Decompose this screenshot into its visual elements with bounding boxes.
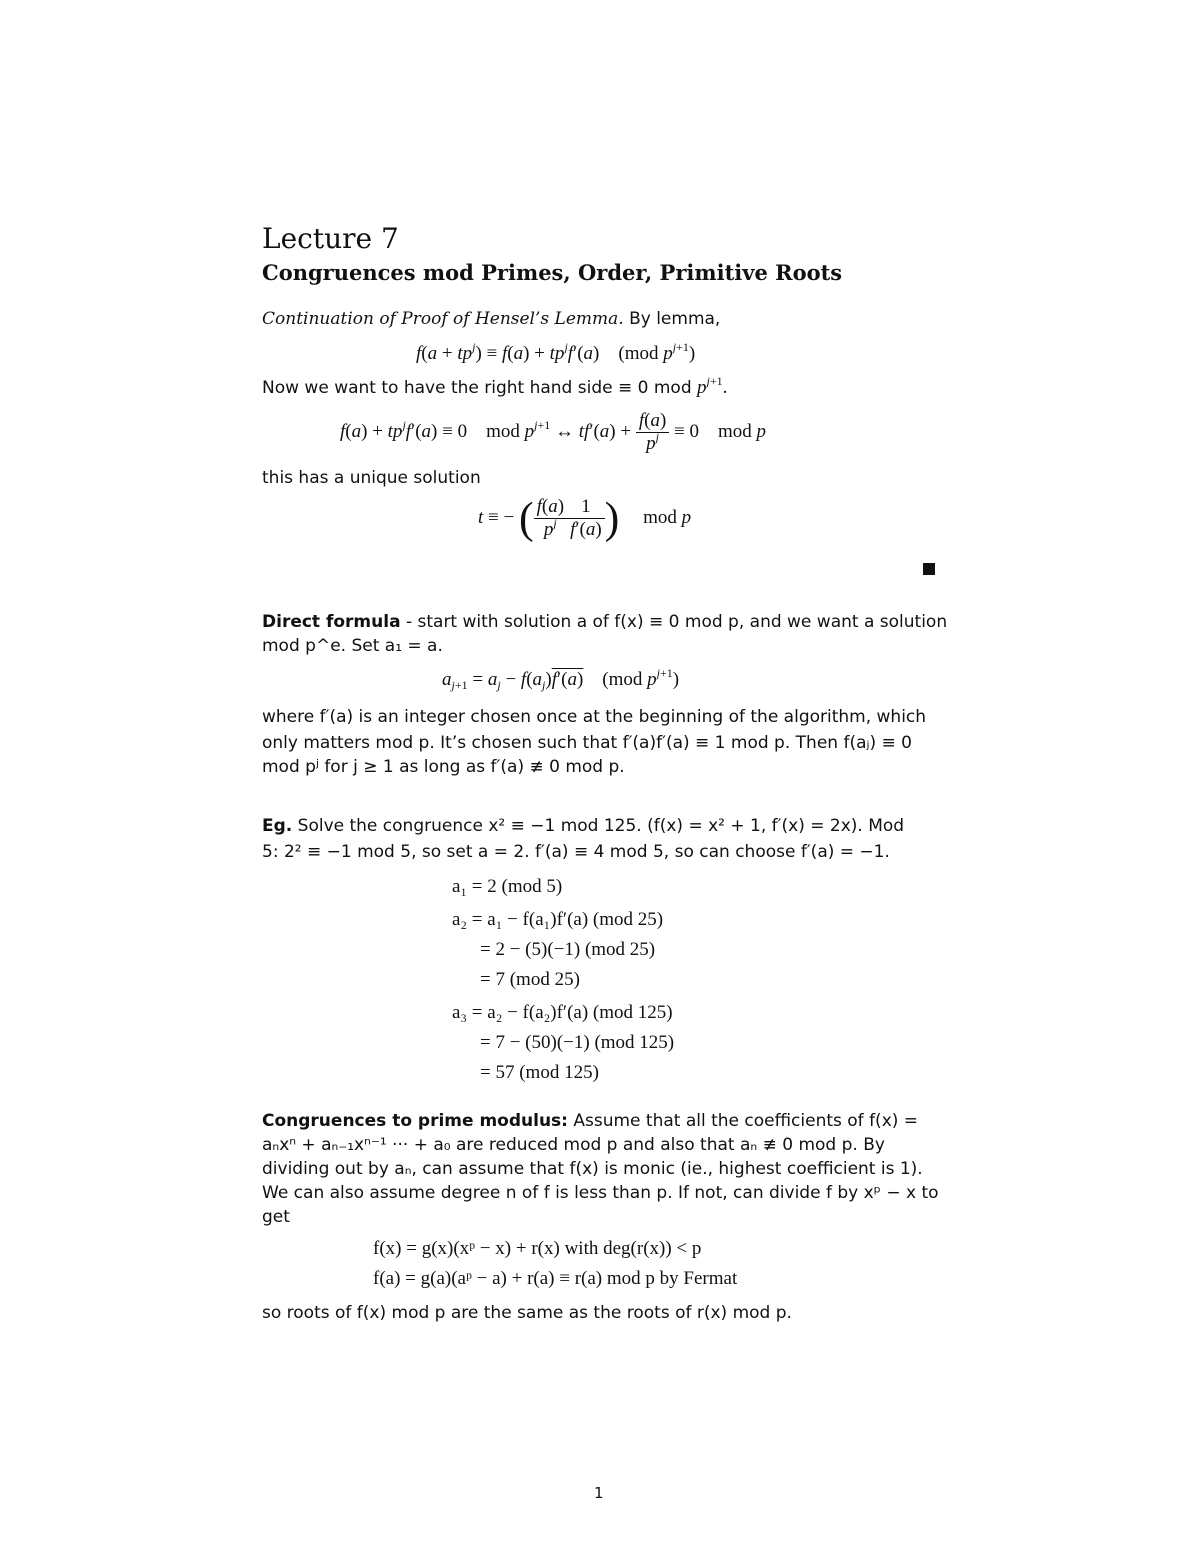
direct-formula-text2: mod p^e. Set a₁ = a. (262, 636, 443, 656)
equivalence-equation: $f(a) + tp^jf'(a) \equiv 0$ mod $p^{j+1}$ ↔ tf′(a) + $\frac{f(a)}{p^j}$ ≡ 0 mod p (340, 410, 767, 454)
page-number: 1 (594, 1484, 604, 1502)
direct-formula-text1: - start with solution a of f(x) ≡ 0 mod p, and we want a solution (405, 612, 948, 632)
step-a2: a₂ = a₁ − f(a₁)f′(a) (mod 25) (452, 909, 664, 930)
solution-equation: t ≡ − ( $\frac{f(a)}{p^j}$ $\frac{1}{f'(a)}$ ) mod p (478, 493, 692, 543)
prime-modulus-text1: Assume that all the coefficients of f(x) = (573, 1111, 919, 1131)
where-line3: mod pʲ for j ≥ 1 as long as f′(a) ≢ 0 mod p. (262, 757, 625, 777)
prime-modulus-line1 (262, 1111, 918, 1131)
example-steps (452, 872, 674, 1088)
step-a2-result: = 7 (mod 25) (480, 969, 580, 990)
step-a3-result: = 57 (mod 125) (480, 1062, 599, 1083)
example-line2: 5: 2² ≡ −1 mod 5, so set a = 2. f′(a) ≡ 4 mod 5, so can choose f′(a) = −1. (262, 842, 890, 862)
fraction-fa-over-pj: $\frac{f(a)}{p^j}$ (636, 410, 669, 455)
where-line1: where f′(a) is an integer chosen once at the beginning of the algorithm, which (262, 707, 927, 727)
where-line2: only matters mod p. It’s chosen such that f′(a)f′(a) ≡ 1 mod p. Then f(aⱼ) ≡ 0 (262, 733, 912, 753)
lemma-equation: $f(a + tp^j) \equiv f(a) + tp^jf'(a)$ (mod $p^{j+1}$) (416, 340, 696, 364)
direct-formula-label: Direct formula (262, 612, 401, 632)
closing-text: so roots of f(x) mod p are the same as the roots of r(x) mod p. (262, 1303, 792, 1323)
step-a3-calc: = 7 − (50)(−1) (mod 125) (480, 1032, 675, 1053)
division-equation: f(x) = g(x)(xᵖ − x) + r(x) with deg(r(x)) < p (373, 1238, 702, 1259)
prime-modulus-line5: get (262, 1207, 290, 1227)
direct-formula-line1 (262, 612, 947, 632)
example-label: Eg. (262, 816, 293, 836)
lecture-title: Lecture 7 (262, 222, 399, 255)
qed-box (923, 563, 935, 575)
example-text1: Solve the congruence x² ≡ −1 mod 125. (f(x) = x² + 1, f′(x) = 2x). Mod (297, 816, 905, 836)
step-a2-calc: = 2 − (5)(−1) (mod 25) (480, 939, 656, 960)
example-line1 (262, 816, 904, 836)
proof-lead (262, 309, 720, 329)
prime-modulus-line2: aₙxⁿ + aₙ₋₁xⁿ⁻¹ ··· + a₀ are reduced mod p and also that aₙ ≢ 0 mod p. By (262, 1135, 885, 1155)
direct-formula-equation: $a_{j+1} = a_j - f(a_j)f'(a)$ (mod $p^{j+1}$) (442, 666, 680, 692)
unique-text: this has a unique solution (262, 468, 481, 488)
prime-modulus-line4: We can also assume degree n of f is less than p. If not, can divide f by xᵖ − x to (262, 1183, 939, 1203)
lecture-subtitle: Congruences mod Primes, Order, Primitive Roots (262, 260, 843, 285)
proof-lead-rest: By lemma, (629, 309, 721, 329)
step-a3: a₃ = a₂ − f(a₂)f′(a) (mod 125) (452, 1002, 673, 1023)
now-text-body: Now we want to have the right hand side ≡ 0 mod (262, 378, 692, 398)
prime-modulus-line3: dividing out by aₙ, can assume that f(x) is monic (ie., highest coefficient is 1). (262, 1159, 923, 1179)
step-a1: a₁ = 2 (mod 5) (452, 876, 563, 897)
prime-modulus-label: Congruences to prime modulus: (262, 1111, 568, 1131)
proof-lead-italic: Continuation of Proof of Hensel’s Lemma. (262, 309, 624, 329)
now-text: Now we want to have the right hand side ≡ 0 mod $p^{j+1}$. (262, 374, 728, 398)
fermat-equation: f(a) = g(a)(aᵖ − a) + r(a) ≡ r(a) mod p by Fermat (373, 1268, 738, 1289)
